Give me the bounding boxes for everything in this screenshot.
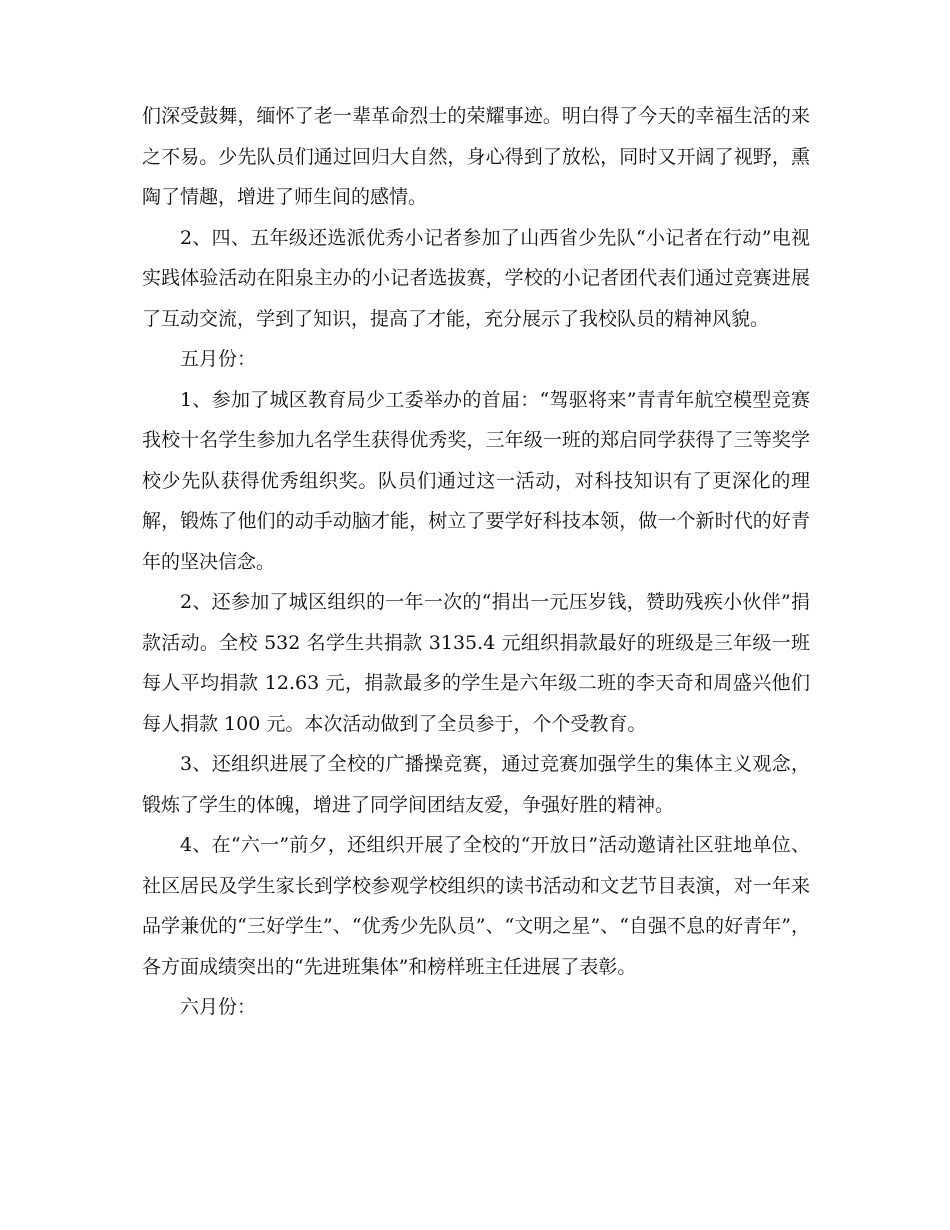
paragraph-item-2-reporters: 2、四、五年级还选派优秀小记者参加了山西省少先队“小记者在行动”电视实践体验活动在阳泉主办的小记者选拔赛，学校的小记者团代表们通过竞赛进展了互动交流，学到了知识，提高了才能，充分展示了我校队员的精神风貌。 <box>142 226 810 330</box>
paragraph-continuation: 们深受鼓舞，缅怀了老一辈革命烈士的荣耀事迹。明白得了今天的幸福生活的来之不易。少先队员们通过回归大自然，身心得到了放松，同时又开阔了视野，熏陶了情趣，增进了师生间的感情。 <box>142 105 810 208</box>
section-heading-june: 六月份： <box>180 996 257 1018</box>
document-page <box>142 96 810 1028</box>
paragraph-item-1-aviation: 1、参加了城区教育局少工委举办的首届：“驾驱将来”青青年航空模型竞赛我校十名学生参加九名学生获得优秀奖，三年级一班的郑启同学获得了三等奖学校少先队获得优秀组织奖。队员们通过这一活动，对科技知识有了更深化的理解，锻炼了他们的动手动脑才能，树立了要学好科技本领，做一个新时代的好青年的坚决信念。 <box>142 388 810 573</box>
paragraph-item-3-exercise: 3、还组织进展了全校的广播操竞赛，通过竞赛加强学生的集体主义观念，锻炼了学生的体魄，增进了同学间团结友爱，争强好胜的精神。 <box>142 753 810 816</box>
paragraph-item-4-open-day: 4、在“六一”前夕，还组织开展了全校的“开放日”活动邀请社区驻地单位、社区居民及学生家长到学校参观学校组织的读书活动和文艺节目表演，对一年来品学兼优的“三好学生”、“优秀少先队员”、“文明之星”、“自强不息的好青年”，各方面成绩突出的“先进班集体”和榜样班主任进展了表彰。 <box>142 834 810 978</box>
section-heading-may: 五月份： <box>180 348 257 370</box>
paragraph-item-2-donation: 2、还参加了城区组织的一年一次的“捐出一元压岁钱，赞助残疾小伙伴”捐款活动。全校 532 名学生共捐款 3135.4 元组织捐款最好的班级是三年级一班每人平均捐款 12.63 元，捐款最多的学生是六年级二班的李天奇和周盛兴他们每人捐款 100 元。本次活动做到了全员参于，个个受教育。 <box>142 591 810 735</box>
